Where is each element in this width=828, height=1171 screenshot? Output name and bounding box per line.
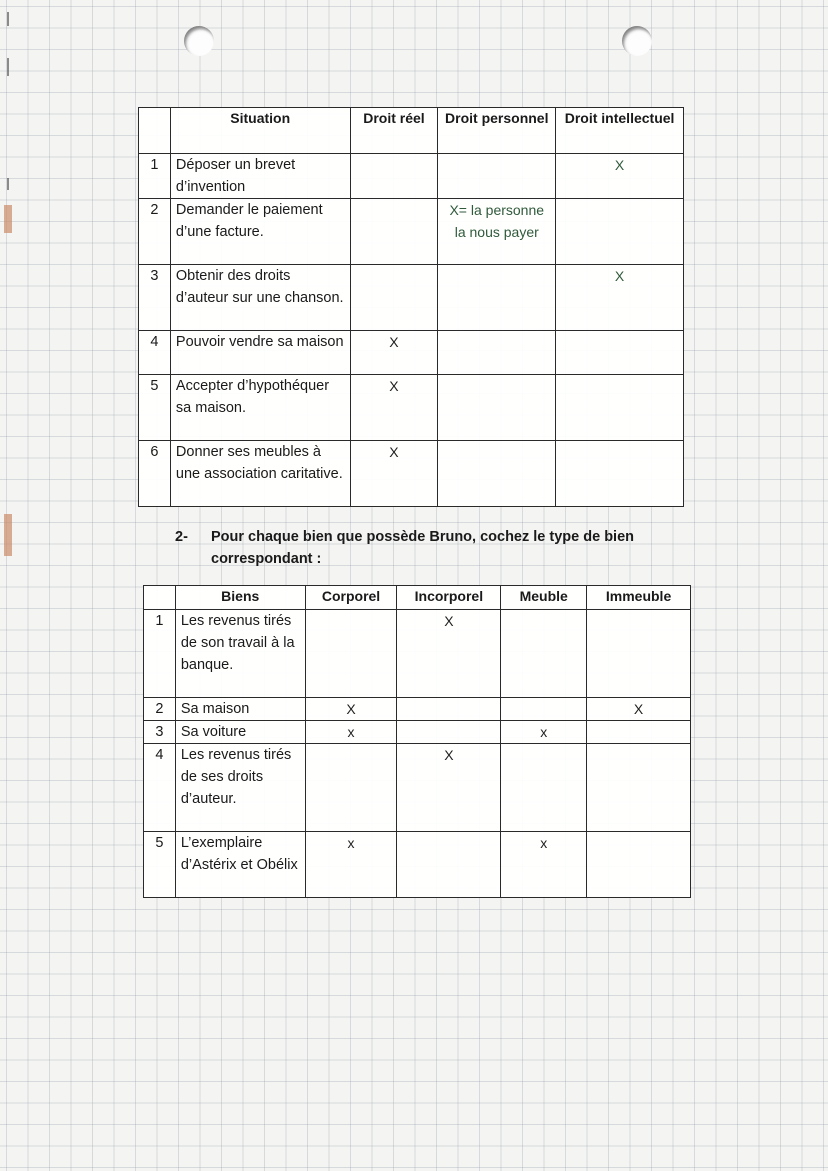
- header-droit-reel: Droit réel: [350, 108, 438, 154]
- droit-personnel-cell: [438, 154, 556, 199]
- bien-cell: Les revenus tirés de ses droits d’auteur.: [175, 744, 305, 832]
- corporel-cell: [305, 744, 397, 832]
- bien-cell: Sa maison: [175, 698, 305, 721]
- droit-personnel-cell: [438, 441, 556, 507]
- bien-cell: Les revenus tirés de son travail à la banque.: [175, 610, 305, 698]
- corporel-cell: x: [305, 832, 397, 898]
- bien-cell: L’exemplaire d’Astérix et Obélix: [175, 832, 305, 898]
- row-number: 5: [139, 375, 171, 441]
- question-2: [175, 526, 695, 570]
- row-number: 1: [144, 610, 176, 698]
- situation-cell: Pouvoir vendre sa maison: [170, 331, 350, 375]
- row-number: 4: [139, 331, 171, 375]
- droit-personnel-cell: X= la personne la nous payer: [438, 199, 556, 265]
- incorporel-cell: [397, 698, 501, 721]
- incorporel-cell: [397, 721, 501, 744]
- header-number-column: [139, 108, 171, 154]
- table-row: [144, 832, 691, 898]
- situation-cell: Déposer un brevet d’invention: [170, 154, 350, 199]
- table-row: [144, 698, 691, 721]
- droit-reel-cell: X: [350, 331, 438, 375]
- droit-personnel-cell: [438, 331, 556, 375]
- page-edge-mark: [7, 58, 9, 76]
- table-row: [139, 441, 684, 507]
- punch-hole-right: [622, 26, 652, 56]
- droit-intellectuel-cell: X: [556, 265, 684, 331]
- row-number: 6: [139, 441, 171, 507]
- situation-cell: Donner ses meubles à une association caritative.: [170, 441, 350, 507]
- incorporel-cell: X: [397, 610, 501, 698]
- meuble-cell: x: [501, 721, 587, 744]
- table-row: [139, 375, 684, 441]
- meuble-cell: [501, 610, 587, 698]
- table-row: [144, 744, 691, 832]
- row-number: 3: [144, 721, 176, 744]
- table-row: [139, 331, 684, 375]
- page-edge-mark: [7, 178, 9, 190]
- incorporel-cell: [397, 832, 501, 898]
- meuble-cell: [501, 698, 587, 721]
- droit-intellectuel-cell: [556, 331, 684, 375]
- corporel-cell: X: [305, 698, 397, 721]
- header-meuble: Meuble: [501, 586, 587, 610]
- droits-table: [138, 107, 684, 507]
- table-header-row: [144, 586, 691, 610]
- droit-personnel-cell: [438, 265, 556, 331]
- situation-cell: Obtenir des droits d’auteur sur une chanson.: [170, 265, 350, 331]
- corporel-cell: x: [305, 721, 397, 744]
- droit-intellectuel-cell: [556, 441, 684, 507]
- question-text: Pour chaque bien que possède Bruno, cochez le type de bien correspondant :: [211, 529, 634, 567]
- table-row: [144, 721, 691, 744]
- immeuble-cell: [587, 832, 691, 898]
- row-number: 3: [139, 265, 171, 331]
- header-number-column: [144, 586, 176, 610]
- question-number: 2-: [175, 529, 188, 545]
- table-row: [144, 610, 691, 698]
- header-immeuble: Immeuble: [587, 586, 691, 610]
- meuble-cell: x: [501, 832, 587, 898]
- situation-cell: Accepter d’hypothéquer sa maison.: [170, 375, 350, 441]
- droit-reel-cell: [350, 154, 438, 199]
- droit-reel-cell: [350, 265, 438, 331]
- header-incorporel: Incorporel: [397, 586, 501, 610]
- droit-intellectuel-cell: X: [556, 154, 684, 199]
- droit-reel-cell: X: [350, 441, 438, 507]
- row-number: 1: [139, 154, 171, 199]
- page-edge-mark: [7, 12, 9, 26]
- row-number: 2: [139, 199, 171, 265]
- table-header-row: [139, 108, 684, 154]
- droit-intellectuel-cell: [556, 375, 684, 441]
- table-row: [139, 265, 684, 331]
- immeuble-cell: [587, 721, 691, 744]
- page-edge-mark: [4, 205, 12, 233]
- droit-intellectuel-cell: [556, 199, 684, 265]
- header-biens: Biens: [175, 586, 305, 610]
- biens-table: [143, 585, 691, 898]
- corporel-cell: [305, 610, 397, 698]
- header-droit-personnel: Droit personnel: [438, 108, 556, 154]
- meuble-cell: [501, 744, 587, 832]
- incorporel-cell: X: [397, 744, 501, 832]
- table-row: [139, 154, 684, 199]
- header-corporel: Corporel: [305, 586, 397, 610]
- row-number: 4: [144, 744, 176, 832]
- droit-personnel-cell: [438, 375, 556, 441]
- droit-reel-cell: [350, 199, 438, 265]
- immeuble-cell: X: [587, 698, 691, 721]
- immeuble-cell: [587, 744, 691, 832]
- punch-hole-left: [184, 26, 214, 56]
- situation-cell: Demander le paiement d’une facture.: [170, 199, 350, 265]
- row-number: 2: [144, 698, 176, 721]
- header-situation: Situation: [170, 108, 350, 154]
- droit-reel-cell: X: [350, 375, 438, 441]
- row-number: 5: [144, 832, 176, 898]
- header-droit-intellectuel: Droit intellectuel: [556, 108, 684, 154]
- table-row: [139, 199, 684, 265]
- bien-cell: Sa voiture: [175, 721, 305, 744]
- page-edge-mark: [4, 514, 12, 556]
- immeuble-cell: [587, 610, 691, 698]
